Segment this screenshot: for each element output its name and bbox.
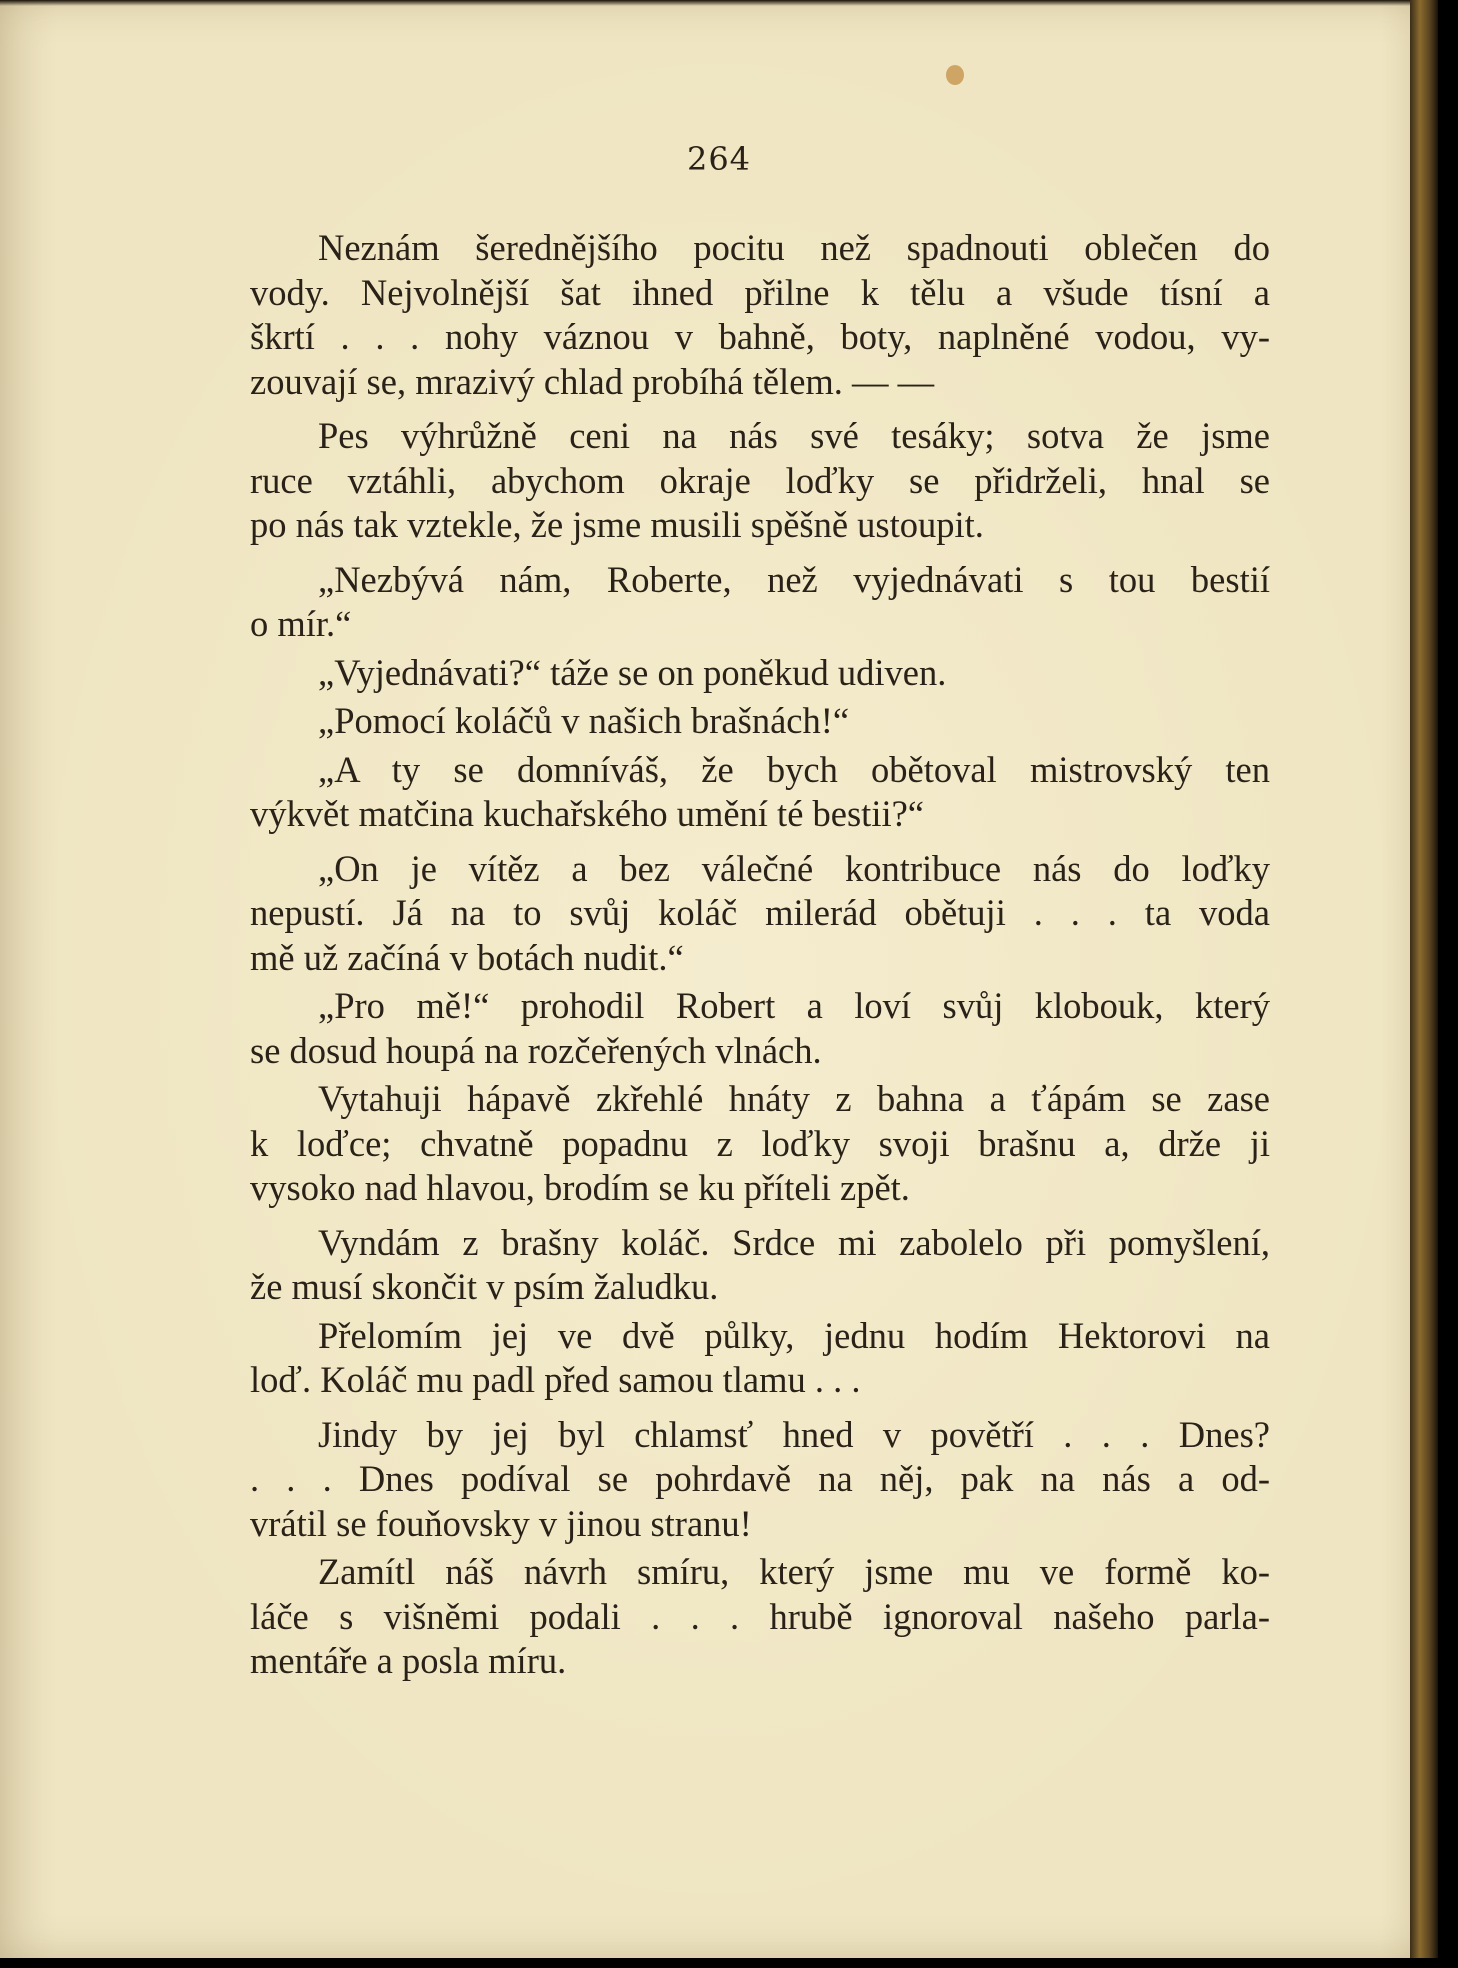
text-line: k loďce; chvatně popadnu z loďky svoji brašnu a, drže ji: [250, 1122, 1270, 1164]
text-line: „Nezbývá nám, Roberte, než vyjednávati s tou bestií: [318, 558, 1270, 600]
text-line: láče s višněmi podali . . . hrubě ignoroval našeho parla-: [250, 1595, 1270, 1637]
paragraph: [250, 651, 1270, 696]
text-line: o mír.“: [250, 603, 352, 644]
paragraph: [250, 1550, 1270, 1684]
text-line: nepustí. Já na to svůj koláč milerád obětuji . . . ta voda: [250, 892, 1270, 933]
text-line: Vytahuji hápavě zkřehlé hnáty z bahna a ťápám se zase: [318, 1078, 1270, 1119]
paragraph: [250, 748, 1270, 837]
text-line: . . . Dnes podíval se pohrdavě na něj, pak na nás a od-: [250, 1458, 1270, 1499]
paragraph: [250, 984, 1270, 1073]
text-line: vysoko nad hlavou, brodím se ku příteli zpět.: [250, 1167, 910, 1208]
text-line: ruce vztáhli, abychom okraje loďky se přidrželi, hnal se: [250, 459, 1270, 501]
page-top-edge: [0, 0, 1438, 6]
text-line: „Vyjednávati?“ táže se on poněkud udiven.: [318, 651, 947, 693]
text-line: po nás tak vztekle, že jsme musili spěšně ustoupit.: [250, 504, 984, 545]
paragraph: [250, 1314, 1270, 1403]
text-line: mě už začíná v botách nudit.“: [250, 936, 684, 978]
text-line: Zamítl náš návrh smíru, který jsme mu ve formě ko-: [318, 1551, 1270, 1592]
text-line: Pes výhrůžně ceni na nás své tesáky; sotva že jsme: [318, 415, 1270, 456]
text-line: se dosud houpá na rozčeřených vlnách.: [250, 1029, 822, 1071]
text-line: škrtí . . . nohy váznou v bahně, boty, naplněné vodou, vy-: [250, 316, 1270, 357]
text-line: Neznám šerednějšího pocitu než spadnouti oblečen do: [318, 227, 1270, 268]
text-line: Jindy by jej byl chlamsť hned v povětří . . . Dnes?: [318, 1413, 1270, 1455]
text-line: vody. Nejvolnější šat ihned přilne k tělu a všude tísní a: [250, 271, 1270, 313]
paragraph: [250, 847, 1270, 981]
paragraph: [250, 1413, 1270, 1547]
book-spine-edge: [1410, 0, 1438, 1958]
body-text: [250, 226, 1270, 1684]
text-line: mentáře a posla míru.: [250, 1640, 567, 1681]
paragraph: [250, 1077, 1270, 1211]
page-number: 264: [686, 140, 752, 178]
text-line: loď. Koláč mu padl před samou tlamu . . .: [250, 1359, 861, 1400]
text-line: Vyndám z brašny koláč. Srdce mi zabolelo při pomyšlení,: [318, 1221, 1270, 1263]
paragraph: [250, 414, 1270, 548]
paragraph: [250, 699, 1270, 744]
text-line: vrátil se fouňovsky v jinou stranu!: [250, 1502, 752, 1544]
text-line: „Pro mě!“ prohodil Robert a loví svůj klobouk, který: [318, 985, 1270, 1026]
text-line: „On je vítěz a bez válečné kontribuce nás do loďky: [318, 847, 1270, 889]
paragraph: [250, 226, 1270, 404]
text-line: „Pomocí koláčů v našich brašnách!“: [318, 700, 850, 741]
text-line: Přelomím jej ve dvě půlky, jednu hodím Hektorovi na: [318, 1314, 1270, 1356]
text-line: že musí skončit v psím žaludku.: [250, 1266, 719, 1307]
text-line: výkvět matčina kuchařského umění té bestii?“: [250, 793, 925, 834]
text-line: „A ty se domníváš, že bych obětoval mistrovský ten: [318, 748, 1270, 790]
text-line: zouvají se, mrazivý chlad probíhá tělem. — —: [250, 360, 935, 402]
paragraph: [250, 1221, 1270, 1310]
paragraph: [250, 558, 1270, 647]
paper-stain: [946, 65, 964, 85]
